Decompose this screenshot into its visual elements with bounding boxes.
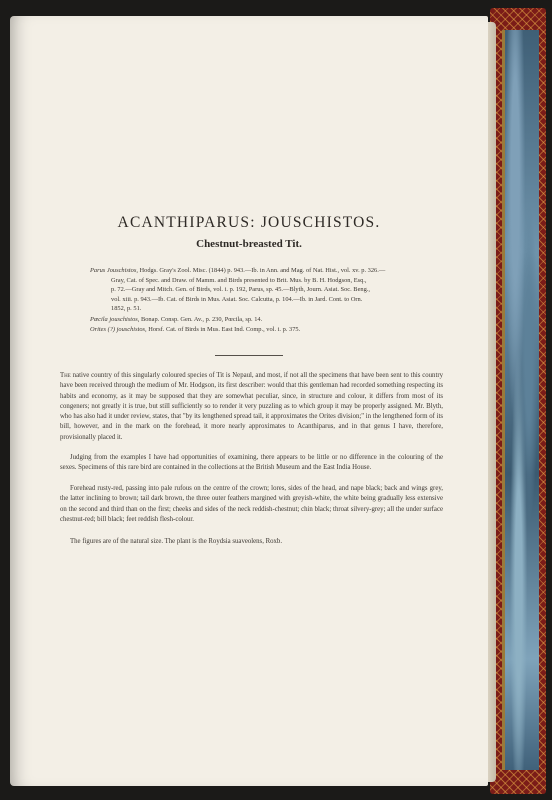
book-page — [10, 16, 488, 786]
page-title: ACANTHIPARUS: JOUSCHISTOS. — [117, 214, 381, 231]
section-divider — [215, 355, 283, 356]
body-paragraph — [60, 453, 443, 474]
page-subtitle: Chestnut-breasted Tit. — [196, 238, 302, 250]
synonymy-entry — [90, 325, 432, 335]
synonym-reference-line: p. 72.—Gray and Mitch. Gen. of Birds, vol. i. p. 192, Parus, sp. 45.—Blyth, Journ. Asiat. Soc. Beng., — [111, 286, 370, 293]
body-paragraph — [60, 537, 443, 547]
synonym-reference: Hodgs. Gray's Zool. Misc. (1844) p. 943.—Ib. in Ann. and Mag. of Nat. Hist., vol. xv. p. 326.— — [137, 267, 386, 274]
synonymy-entry — [90, 315, 432, 325]
paragraph-text: The figures are of the natural size. The plant is the Roydsia suaveolens, Roxb. — [70, 538, 283, 545]
paragraph-text: Forehead rusty-red, passing into pale rufous on the centre of the crown; lores, sides of the head, and nape black; back and wings grey, the latter inclining to brown; tail dark brown, the three outer feathers margined with greyish-white, the white being gradually less extensive on the second and third than on the first; cheeks and sides of the neck reddish-chestnut; chin black; throat silvery-grey; all the under surface chestnut-red; bill black; feet reddish flesh-colour. — [60, 485, 443, 523]
body-paragraph — [60, 484, 443, 525]
synonym-name: Orites (?) jouschistos, — [90, 325, 147, 333]
marbled-endpaper — [502, 30, 539, 770]
synonym-reference: Horsf. Cat. of Birds in Mus. East Ind. Comp., vol. i. p. 375. — [146, 325, 301, 333]
synonym-name: Parus Jouschistos, — [90, 267, 138, 274]
synonymy-entry — [90, 266, 432, 314]
synonym-name: Pœcila jouschistos, — [90, 316, 140, 323]
paragraph-lead: The — [60, 372, 71, 379]
paragraph-text: Judging from the examples I have had opportunities of examining, there appears to be little or no difference in the colouring of the sexes. Specimens of this rare bird are contained in the collections at the British Museum and the East India House. — [60, 454, 443, 472]
synonym-reference-line: Gray, Cat. of Spec. and Draw. of Mamm. and Birds presented to Brit. Mus. by B. H. Hodgson, Esq., — [111, 276, 367, 284]
synonym-reference: Bonap. Consp. Gen. Av., p. 230, Pœcila, sp. 14. — [139, 316, 263, 323]
body-paragraph — [60, 371, 443, 443]
paragraph-text: native country of this singularly coloured species of Tit is Nepaul, and most, if not all the specimens that have been sent to this country have been received through the medium of Mr. Hodgson, its first describer: would that this gentleman had recorded something respecting its habits and economy, as it may be supposed that they are somewhat peculiar, since, in structure and colour, it differs from most of its congeners; not greatly it is true, but still sufficiently so to render it very puzzling as to which group it may be properly assigned. Mr. Blyth, who has also had it under review, states, that "by its lengthened spread tail, it approximates the Orites division;" in the lengthened form of its bill, however, and in the mark on the forehead, it more nearly approximates to Acanthiparus, and in that genus I have, therefore, provisionally placed it. — [60, 372, 443, 441]
synonym-reference-line: vol. xiii. p. 943.—Ib. Cat. of Birds in Mus. Asiat. Soc. Calcutta, p. 104.—Ib. in Jard. Cont. to Orn. — [111, 295, 363, 303]
synonym-reference-line: 1852, p. 51. — [111, 305, 142, 312]
